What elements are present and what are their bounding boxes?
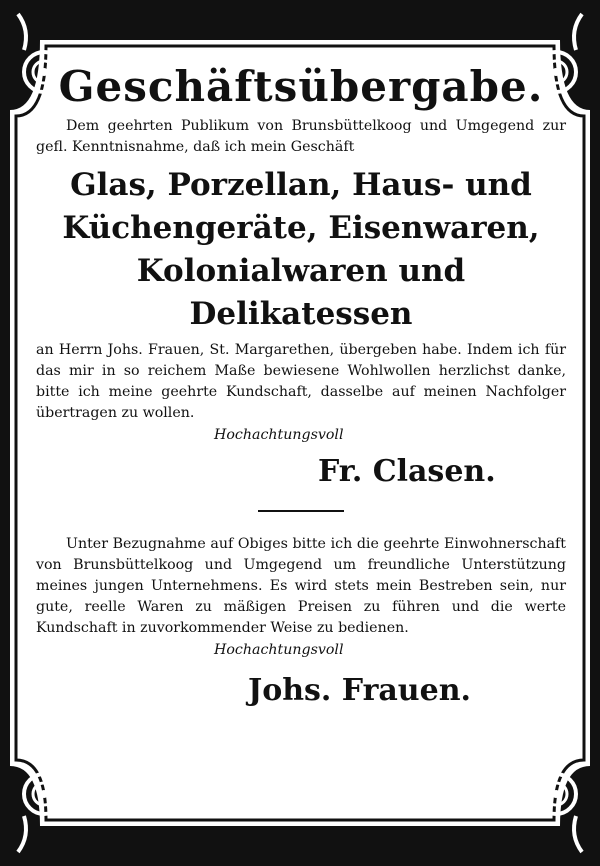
notice-body: an Herrn Johs. Frauen, St. Margarethen, übergeben habe. Indem ich für das mir in so reichem Maße bewiesene Wohlwollen herzlichst danke, bitte ich meine geehrte Kundschaft, dasselbe auf meinen Nachfolger übertragen zu wollen. (36, 342, 566, 421)
section-divider (258, 510, 344, 512)
notice-signature: Fr. Clasen. (318, 454, 496, 489)
successor-body: Unter Bezugnahme auf Obiges bitte ich die geehrte Einwohnerschaft von Brunsbüttelkoog und Umgegend um freundliche Unterstützung meines jungen Unternehmens. Es wird stets mein Bestreben sein, nur gute, reelle Waren zu mäßigen Preisen zu führen und die werte Kundschaft in zuvorkommender Weise zu bedienen. (36, 536, 566, 636)
notice-regards: Hochachtungsvoll (214, 427, 344, 443)
successor-regards: Hochachtungsvoll (214, 642, 344, 658)
notice-title: Geschäftsübergabe. (58, 62, 544, 111)
notice-content (36, 58, 566, 711)
notice-intro: Dem geehrten Publikum von Brunsbüttelkoog und Umgegend zur gefl. Kenntnisnahme, daß ich mein Geschäft (36, 118, 566, 155)
notice-wares: Glas, Porzellan, Haus- und Küchengeräte, Eisenwaren, Kolonialwaren und Delikatessen (62, 167, 540, 332)
successor-signature: Johs. Frauen. (248, 673, 471, 708)
